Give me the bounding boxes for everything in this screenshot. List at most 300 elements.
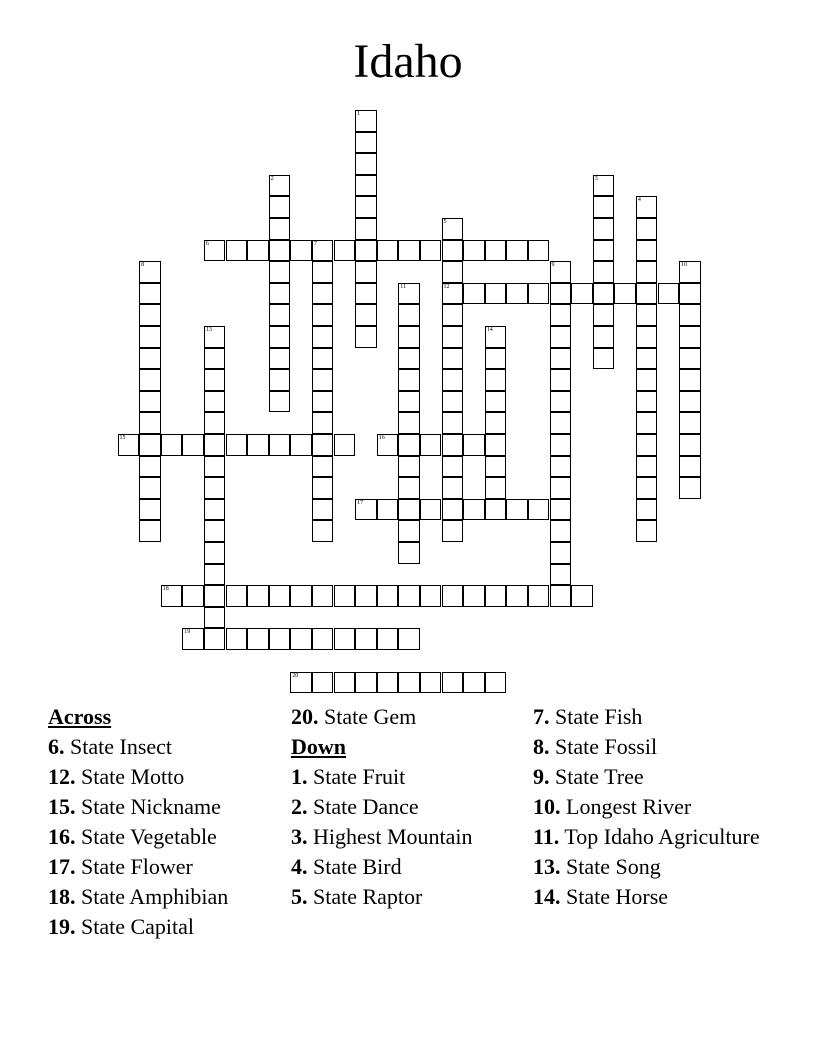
grid-cell[interactable] xyxy=(442,477,464,499)
grid-cell[interactable] xyxy=(161,434,183,456)
grid-cell[interactable] xyxy=(442,304,464,326)
grid-cell[interactable] xyxy=(593,304,615,326)
clue-number: 15. xyxy=(48,794,76,819)
grid-cell[interactable] xyxy=(204,391,226,413)
grid-cell[interactable] xyxy=(463,240,485,262)
grid-cell[interactable] xyxy=(442,240,464,262)
grid-cell[interactable] xyxy=(485,326,507,348)
grid-cell[interactable] xyxy=(204,542,226,564)
grid-cell[interactable] xyxy=(312,304,334,326)
grid-cell[interactable] xyxy=(312,585,334,607)
clue-number: 13. xyxy=(533,854,561,879)
cell-number: 1 xyxy=(357,111,361,117)
grid-cell[interactable] xyxy=(204,326,226,348)
grid-cell[interactable] xyxy=(398,369,420,391)
grid-cell[interactable] xyxy=(636,412,658,434)
clue-text: State Horse xyxy=(560,884,669,909)
grid-cell[interactable] xyxy=(226,585,248,607)
grid-cell[interactable] xyxy=(442,434,464,456)
grid-cell[interactable] xyxy=(204,456,226,478)
grid-cell[interactable] xyxy=(355,261,377,283)
clue-item xyxy=(291,852,523,882)
cell-number: 4 xyxy=(637,197,641,204)
grid-cell[interactable] xyxy=(312,628,334,650)
grid-cell[interactable] xyxy=(398,412,420,434)
grid-cell[interactable] xyxy=(269,240,291,262)
grid-cell[interactable] xyxy=(398,391,420,413)
grid-cell[interactable] xyxy=(550,304,572,326)
grid-cell[interactable] xyxy=(636,283,658,305)
grid-cell[interactable] xyxy=(204,434,226,456)
clue-number: 20. xyxy=(291,704,319,729)
grid-cell[interactable] xyxy=(139,304,161,326)
grid-cell[interactable] xyxy=(420,585,442,607)
clue-text: State Insect xyxy=(64,734,173,759)
grid-cell[interactable] xyxy=(377,672,399,694)
grid-cell[interactable] xyxy=(636,348,658,370)
grid-cell[interactable] xyxy=(139,477,161,499)
grid-cell[interactable] xyxy=(528,585,550,607)
grid-cell[interactable] xyxy=(485,369,507,391)
grid-cell[interactable] xyxy=(636,499,658,521)
grid-cell[interactable] xyxy=(442,412,464,434)
grid-cell[interactable] xyxy=(485,499,507,521)
clue-text: State Gem xyxy=(318,704,417,729)
grid-cell[interactable] xyxy=(463,672,485,694)
cell-number: 14 xyxy=(486,327,493,333)
grid-cell[interactable] xyxy=(269,585,291,607)
grid-cell[interactable] xyxy=(226,628,248,650)
grid-cell[interactable] xyxy=(679,348,701,370)
grid-cell[interactable] xyxy=(139,434,161,456)
cell-number: 18 xyxy=(162,586,169,593)
grid-cell[interactable] xyxy=(636,326,658,348)
grid-cell[interactable] xyxy=(355,175,377,197)
cell-number: 7 xyxy=(313,240,317,247)
grid-cell[interactable] xyxy=(204,564,226,586)
grid-cell[interactable] xyxy=(398,499,420,521)
grid-cell[interactable] xyxy=(312,520,334,542)
grid-cell[interactable] xyxy=(636,261,658,283)
grid-cell[interactable] xyxy=(485,477,507,499)
grid-cell[interactable] xyxy=(485,283,507,305)
grid-cell[interactable] xyxy=(463,283,485,305)
grid-cell[interactable] xyxy=(593,218,615,240)
clue-item xyxy=(533,702,765,732)
grid-cell[interactable] xyxy=(550,477,572,499)
grid-cell[interactable] xyxy=(398,434,420,456)
clue-number: 5. xyxy=(291,884,308,909)
grid-cell[interactable] xyxy=(377,499,399,521)
cell-number: 12 xyxy=(443,283,450,290)
cell-number: 20 xyxy=(292,672,299,679)
clue-item xyxy=(48,822,280,852)
clue-text: State Fossil xyxy=(549,734,658,759)
grid-cell[interactable] xyxy=(398,283,420,305)
grid-cell[interactable] xyxy=(290,585,312,607)
grid-cell[interactable] xyxy=(355,283,377,305)
grid-cell[interactable] xyxy=(334,240,356,262)
clue-column-2 xyxy=(291,702,523,912)
grid-cell[interactable] xyxy=(550,564,572,586)
grid-cell[interactable] xyxy=(204,607,226,629)
grid-cell[interactable] xyxy=(550,261,572,283)
clue-item xyxy=(291,792,523,822)
grid-cell[interactable] xyxy=(485,240,507,262)
clue-number: 10. xyxy=(533,794,561,819)
clue-text: State Motto xyxy=(75,764,185,789)
grid-cell[interactable] xyxy=(636,391,658,413)
grid-cell[interactable] xyxy=(679,261,701,283)
grid-cell[interactable] xyxy=(355,585,377,607)
grid-cell[interactable] xyxy=(312,326,334,348)
grid-cell[interactable] xyxy=(204,412,226,434)
grid-cell[interactable] xyxy=(636,434,658,456)
grid-cell[interactable] xyxy=(139,499,161,521)
clue-heading: Down xyxy=(291,734,347,759)
grid-cell[interactable] xyxy=(312,369,334,391)
grid-cell[interactable] xyxy=(312,434,334,456)
grid-cell[interactable] xyxy=(550,391,572,413)
grid-cell[interactable] xyxy=(226,240,248,262)
grid-cell[interactable] xyxy=(247,434,269,456)
grid-cell[interactable] xyxy=(679,369,701,391)
grid-cell[interactable] xyxy=(355,240,377,262)
clue-text: State Fruit xyxy=(307,764,406,789)
grid-cell[interactable] xyxy=(550,412,572,434)
grid-cell[interactable] xyxy=(139,520,161,542)
grid-cell[interactable] xyxy=(550,542,572,564)
grid-cell[interactable] xyxy=(377,240,399,262)
grid-cell[interactable] xyxy=(226,434,248,456)
grid-cell[interactable] xyxy=(593,175,615,197)
cell-number: 16 xyxy=(378,435,385,441)
grid-cell[interactable] xyxy=(506,585,528,607)
grid-cell[interactable] xyxy=(269,369,291,391)
grid-cell[interactable] xyxy=(355,499,377,521)
cell-number: 19 xyxy=(184,629,191,636)
cell-number: 2 xyxy=(270,175,274,182)
grid-cell[interactable] xyxy=(161,585,183,607)
grid-cell[interactable] xyxy=(506,283,528,305)
grid-cell[interactable] xyxy=(312,283,334,305)
grid-cell[interactable] xyxy=(593,348,615,370)
grid-cell[interactable] xyxy=(355,153,377,175)
grid-cell[interactable] xyxy=(550,434,572,456)
grid-cell[interactable] xyxy=(442,326,464,348)
clue-item xyxy=(533,732,765,762)
grid-cell[interactable] xyxy=(269,628,291,650)
grid-cell[interactable] xyxy=(528,240,550,262)
grid-cell[interactable] xyxy=(636,218,658,240)
clue-item xyxy=(533,822,765,852)
grid-cell[interactable] xyxy=(442,499,464,521)
clue-number: 19. xyxy=(48,914,76,939)
grid-cell[interactable] xyxy=(420,672,442,694)
grid-cell[interactable] xyxy=(377,434,399,456)
grid-cell[interactable] xyxy=(636,304,658,326)
grid-cell[interactable] xyxy=(182,628,204,650)
grid-cell[interactable] xyxy=(636,196,658,218)
clue-number: 1. xyxy=(291,764,308,789)
grid-cell[interactable] xyxy=(312,240,334,262)
grid-cell[interactable] xyxy=(139,369,161,391)
grid-cell[interactable] xyxy=(312,672,334,694)
grid-cell[interactable] xyxy=(355,628,377,650)
grid-cell[interactable] xyxy=(679,326,701,348)
grid-cell[interactable] xyxy=(269,196,291,218)
grid-cell[interactable] xyxy=(679,412,701,434)
grid-cell[interactable] xyxy=(593,240,615,262)
grid-cell[interactable] xyxy=(463,499,485,521)
grid-cell[interactable] xyxy=(247,628,269,650)
grid-cell[interactable] xyxy=(679,391,701,413)
grid-cell[interactable] xyxy=(593,283,615,305)
grid-cell[interactable] xyxy=(506,240,528,262)
grid-cell[interactable] xyxy=(334,434,356,456)
grid-cell[interactable] xyxy=(398,672,420,694)
grid-cell[interactable] xyxy=(593,196,615,218)
grid-cell[interactable] xyxy=(355,326,377,348)
grid-cell[interactable] xyxy=(679,283,701,305)
grid-cell[interactable] xyxy=(398,628,420,650)
grid-cell[interactable] xyxy=(377,585,399,607)
grid-cell[interactable] xyxy=(139,412,161,434)
grid-cell[interactable] xyxy=(442,283,464,305)
grid-cell[interactable] xyxy=(334,628,356,650)
grid-cell[interactable] xyxy=(463,434,485,456)
cell-number: 3 xyxy=(594,175,598,182)
grid-cell[interactable] xyxy=(398,348,420,370)
grid-cell[interactable] xyxy=(269,326,291,348)
puzzle-title: Idaho xyxy=(353,35,463,88)
cell-number: 17 xyxy=(357,499,364,506)
grid-cell[interactable] xyxy=(550,348,572,370)
grid-cell[interactable] xyxy=(550,326,572,348)
clue-text: Top Idaho Agriculture xyxy=(559,824,760,849)
grid-cell[interactable] xyxy=(290,628,312,650)
clue-item xyxy=(291,822,523,852)
grid-cell[interactable] xyxy=(614,283,636,305)
grid-cell[interactable] xyxy=(420,434,442,456)
grid-cell[interactable] xyxy=(442,218,464,240)
grid-cell[interactable] xyxy=(442,348,464,370)
grid-cell[interactable] xyxy=(204,369,226,391)
clue-item xyxy=(291,702,523,732)
cell-number: 6 xyxy=(205,240,209,247)
grid-cell[interactable] xyxy=(269,218,291,240)
grid-cell[interactable] xyxy=(355,672,377,694)
grid-cell[interactable] xyxy=(139,261,161,283)
grid-cell[interactable] xyxy=(528,283,550,305)
grid-cell[interactable] xyxy=(118,434,140,456)
cell-number: 5 xyxy=(443,219,447,225)
clue-number: 16. xyxy=(48,824,76,849)
grid-cell[interactable] xyxy=(139,348,161,370)
grid-cell[interactable] xyxy=(463,585,485,607)
grid-cell[interactable] xyxy=(506,499,528,521)
cell-number: 13 xyxy=(205,327,212,333)
clue-text: State Amphibian xyxy=(75,884,229,909)
grid-cell[interactable] xyxy=(204,585,226,607)
grid-cell[interactable] xyxy=(636,369,658,391)
clue-text: State Flower xyxy=(75,854,193,879)
grid-cell[interactable] xyxy=(139,326,161,348)
grid-cell[interactable] xyxy=(312,477,334,499)
grid-cell[interactable] xyxy=(139,283,161,305)
clue-number: 7. xyxy=(533,704,550,729)
clue-text: Highest Mountain xyxy=(307,824,473,849)
clue-number: 9. xyxy=(533,764,550,789)
grid-cell[interactable] xyxy=(269,304,291,326)
grid-cell[interactable] xyxy=(247,240,269,262)
grid-cell[interactable] xyxy=(636,477,658,499)
grid-cell[interactable] xyxy=(679,477,701,499)
clue-item xyxy=(48,852,280,882)
clue-number: 12. xyxy=(48,764,76,789)
grid-cell[interactable] xyxy=(485,391,507,413)
grid-cell[interactable] xyxy=(571,585,593,607)
grid-cell[interactable] xyxy=(528,499,550,521)
grid-cell[interactable] xyxy=(550,499,572,521)
grid-cell[interactable] xyxy=(398,477,420,499)
grid-cell[interactable] xyxy=(485,412,507,434)
grid-cell[interactable] xyxy=(355,196,377,218)
grid-cell[interactable] xyxy=(269,391,291,413)
grid-cell[interactable] xyxy=(442,585,464,607)
grid-cell[interactable] xyxy=(247,585,269,607)
grid-cell[interactable] xyxy=(204,348,226,370)
grid-cell[interactable] xyxy=(420,240,442,262)
grid-cell[interactable] xyxy=(204,477,226,499)
grid-cell[interactable] xyxy=(377,628,399,650)
clue-number: 6. xyxy=(48,734,65,759)
clue-text: State Capital xyxy=(75,914,195,939)
grid-cell[interactable] xyxy=(290,672,312,694)
grid-cell[interactable] xyxy=(398,520,420,542)
grid-cell[interactable] xyxy=(398,240,420,262)
grid-cell[interactable] xyxy=(312,261,334,283)
grid-cell[interactable] xyxy=(636,520,658,542)
clue-column-3 xyxy=(533,702,765,912)
grid-cell[interactable] xyxy=(204,628,226,650)
grid-cell[interactable] xyxy=(442,672,464,694)
grid-cell[interactable] xyxy=(182,434,204,456)
grid-cell[interactable] xyxy=(679,304,701,326)
clue-text: State Dance xyxy=(307,794,419,819)
grid-cell[interactable] xyxy=(269,434,291,456)
grid-cell[interactable] xyxy=(312,348,334,370)
grid-cell[interactable] xyxy=(571,283,593,305)
clue-text: State Tree xyxy=(549,764,644,789)
clue-item xyxy=(48,882,280,912)
grid-cell[interactable] xyxy=(398,456,420,478)
grid-cell[interactable] xyxy=(550,369,572,391)
clue-item xyxy=(48,732,280,762)
clue-text: Longest River xyxy=(560,794,692,819)
grid-cell[interactable] xyxy=(312,499,334,521)
grid-cell[interactable] xyxy=(182,585,204,607)
clue-item xyxy=(48,792,280,822)
cell-number: 9 xyxy=(551,262,555,269)
grid-cell[interactable] xyxy=(269,261,291,283)
grid-cell[interactable] xyxy=(636,456,658,478)
grid-cell[interactable] xyxy=(204,240,226,262)
clue-text: State Bird xyxy=(307,854,402,879)
clue-item xyxy=(533,762,765,792)
grid-cell[interactable] xyxy=(312,412,334,434)
clue-number: 17. xyxy=(48,854,76,879)
grid-cell[interactable] xyxy=(485,672,507,694)
grid-cell[interactable] xyxy=(312,456,334,478)
grid-cell[interactable] xyxy=(442,261,464,283)
clue-item xyxy=(48,762,280,792)
clue-number: 18. xyxy=(48,884,76,909)
grid-cell[interactable] xyxy=(204,520,226,542)
grid-cell[interactable] xyxy=(485,585,507,607)
grid-cell[interactable] xyxy=(485,434,507,456)
grid-cell[interactable] xyxy=(442,391,464,413)
grid-cell[interactable] xyxy=(420,499,442,521)
grid-cell[interactable] xyxy=(550,585,572,607)
cell-number: 11 xyxy=(400,283,407,290)
grid-cell[interactable] xyxy=(550,456,572,478)
grid-cell[interactable] xyxy=(442,520,464,542)
grid-cell[interactable] xyxy=(269,283,291,305)
cell-number: 15 xyxy=(119,435,126,441)
grid-cell[interactable] xyxy=(355,218,377,240)
grid-cell[interactable] xyxy=(679,434,701,456)
grid-cell[interactable] xyxy=(204,499,226,521)
grid-cell[interactable] xyxy=(658,283,680,305)
grid-cell[interactable] xyxy=(485,456,507,478)
grid-cell[interactable] xyxy=(290,434,312,456)
grid-cell[interactable] xyxy=(334,672,356,694)
grid-cell[interactable] xyxy=(485,348,507,370)
grid-cell[interactable] xyxy=(442,456,464,478)
grid-cell[interactable] xyxy=(398,326,420,348)
grid-cell[interactable] xyxy=(442,369,464,391)
grid-cell[interactable] xyxy=(355,304,377,326)
clue-number: 14. xyxy=(533,884,561,909)
clue-number: 4. xyxy=(291,854,308,879)
grid-cell[interactable] xyxy=(398,585,420,607)
clue-text: State Vegetable xyxy=(75,824,217,849)
grid-cell[interactable] xyxy=(593,326,615,348)
clue-column-1 xyxy=(48,702,280,942)
grid-cell[interactable] xyxy=(355,110,377,132)
grid-cell[interactable] xyxy=(269,175,291,197)
grid-cell[interactable] xyxy=(398,304,420,326)
grid-cell[interactable] xyxy=(679,456,701,478)
grid-cell[interactable] xyxy=(269,348,291,370)
clue-item xyxy=(291,762,523,792)
grid-cell[interactable] xyxy=(550,283,572,305)
clue-number: 3. xyxy=(291,824,308,849)
clue-item xyxy=(48,912,280,942)
grid-cell[interactable] xyxy=(290,240,312,262)
grid-cell[interactable] xyxy=(593,261,615,283)
grid-cell[interactable] xyxy=(550,520,572,542)
grid-cell[interactable] xyxy=(355,132,377,154)
grid-cell[interactable] xyxy=(139,391,161,413)
clue-item xyxy=(291,882,523,912)
grid-cell[interactable] xyxy=(312,391,334,413)
grid-cell[interactable] xyxy=(398,542,420,564)
grid-cell[interactable] xyxy=(636,240,658,262)
grid-cell[interactable] xyxy=(334,585,356,607)
grid-cell[interactable] xyxy=(139,456,161,478)
